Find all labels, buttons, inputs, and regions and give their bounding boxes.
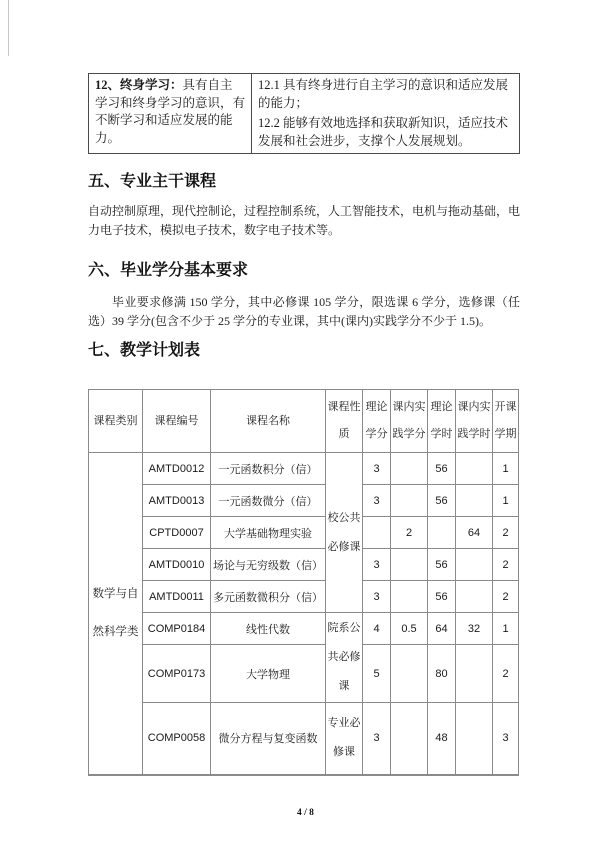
course-code-cell: COMP0173 xyxy=(143,645,211,703)
theory-hours-cell: 80 xyxy=(428,645,456,703)
table-row xyxy=(89,581,519,613)
table-header-row xyxy=(89,390,519,453)
course-code-cell: AMTD0010 xyxy=(143,549,211,581)
practice-hours-cell xyxy=(456,645,493,703)
table-row xyxy=(89,645,519,703)
course-name-cell: 一元函数微分（信） xyxy=(211,485,326,517)
course-code-cell: AMTD0012 xyxy=(143,453,211,485)
theory-hours-cell: 48 xyxy=(428,703,456,775)
theory-hours-cell: 56 xyxy=(428,549,456,581)
attainment-goal-text: 具有自主学习和终身学习的意识，有不断学习和适应发展的能力。 xyxy=(95,78,246,145)
course-nature-cell: 校公共必修课 xyxy=(326,453,363,613)
course-name-cell: 线性代数 xyxy=(211,613,326,645)
attainment-row xyxy=(89,74,520,154)
core-courses-text: 自动控制原理，现代控制论，过程控制系统，人工智能技术，电机与拖动基础，电力电子技术，模拟电子技术，数字电子技术等。 xyxy=(88,204,521,237)
course-name-cell: 微分方程与复变函数 xyxy=(211,703,326,775)
practice-credits-cell xyxy=(391,453,428,485)
page-number: 4 / 8 xyxy=(297,808,314,818)
course-name-cell: 一元函数积分（信） xyxy=(211,453,326,485)
practice-credits-cell xyxy=(391,581,428,613)
indicator-12-1: 12.1 具有终身进行自主学习的意识和适应发展的能力； xyxy=(258,78,509,110)
table-row xyxy=(89,485,519,517)
practice-hours-cell xyxy=(456,485,493,517)
table-row xyxy=(89,453,519,485)
document-page xyxy=(88,0,520,776)
table-row xyxy=(89,703,519,775)
semester-cell: 2 xyxy=(493,645,519,703)
theory-credits-cell: 3 xyxy=(363,549,391,581)
header-course-category: 课程类别 xyxy=(89,390,143,453)
teaching-plan-table xyxy=(88,389,519,776)
table-row xyxy=(89,613,519,645)
practice-hours-cell xyxy=(456,453,493,485)
header-course-nature: 课程性质 xyxy=(326,390,363,453)
practice-hours-cell xyxy=(456,549,493,581)
course-name-cell: 大学基础物理实验 xyxy=(211,517,326,549)
practice-credits-cell: 0.5 xyxy=(391,613,428,645)
course-nature-cell: 院系公共必修课 xyxy=(326,613,363,703)
attainment-goal-title: 12、终身学习： xyxy=(95,78,183,92)
theory-hours-cell xyxy=(428,517,456,549)
section-heading-teaching-plan: 七、教学计划表 xyxy=(88,342,201,359)
theory-credits-cell: 3 xyxy=(363,581,391,613)
course-code-cell: AMTD0013 xyxy=(143,485,211,517)
practice-hours-cell: 64 xyxy=(456,517,493,549)
theory-credits-cell xyxy=(363,517,391,549)
course-nature-cell: 专业必修课 xyxy=(326,703,363,775)
semester-cell: 2 xyxy=(493,581,519,613)
header-theory-hours: 理论学时 xyxy=(428,390,456,453)
theory-credits-cell: 5 xyxy=(363,645,391,703)
theory-hours-cell: 56 xyxy=(428,485,456,517)
semester-cell: 1 xyxy=(493,453,519,485)
theory-credits-cell: 3 xyxy=(363,703,391,775)
header-semester: 开课学期 xyxy=(493,390,519,453)
course-code-cell: COMP0184 xyxy=(143,613,211,645)
section-heading-core-courses: 五、专业主干课程 xyxy=(88,173,217,190)
practice-credits-cell: 2 xyxy=(391,517,428,549)
theory-credits-cell: 4 xyxy=(363,613,391,645)
header-course-code: 课程编号 xyxy=(143,390,211,453)
attainment-table xyxy=(88,73,520,154)
theory-hours-cell: 56 xyxy=(428,453,456,485)
practice-hours-cell: 32 xyxy=(456,613,493,645)
course-name-cell: 大学物理 xyxy=(211,645,326,703)
credit-requirements-text: 毕业要求修满 150 学分，其中必修课 105 学分，限选课 6 学分，选修课（任选）39 学分(包含不少于 25 学分的专业课，其中(课内)实践学分不少于 1.5)。 xyxy=(88,295,520,328)
header-practice-hours: 课内实践学时 xyxy=(456,390,493,453)
indicator-12-2: 12.2 能够有效地选择和获取新知识，适应技术发展和社会进步，支撑个人发展规划。 xyxy=(258,116,509,148)
table-row xyxy=(89,517,519,549)
practice-credits-cell xyxy=(391,485,428,517)
theory-hours-cell: 64 xyxy=(428,613,456,645)
practice-hours-cell xyxy=(456,703,493,775)
course-code-cell: COMP0058 xyxy=(143,703,211,775)
practice-credits-cell xyxy=(391,645,428,703)
section-heading-credit-requirements: 六、毕业学分基本要求 xyxy=(88,262,249,279)
page-edge-artifact xyxy=(8,0,9,56)
course-name-cell: 多元函数微积分（信） xyxy=(211,581,326,613)
header-practice-credits: 课内实践学分 xyxy=(391,390,428,453)
semester-cell: 1 xyxy=(493,485,519,517)
attainment-indicators-cell xyxy=(252,74,520,154)
practice-credits-cell xyxy=(391,703,428,775)
course-code-cell: CPTD0007 xyxy=(143,517,211,549)
course-code-cell: AMTD0011 xyxy=(143,581,211,613)
theory-hours-cell: 56 xyxy=(428,581,456,613)
course-name-cell: 场论与无穷级数（信） xyxy=(211,549,326,581)
practice-hours-cell xyxy=(456,581,493,613)
table-row xyxy=(89,549,519,581)
semester-cell: 3 xyxy=(493,703,519,775)
semester-cell: 2 xyxy=(493,549,519,581)
course-category-cell: 数学与自然科学类 xyxy=(89,453,143,775)
semester-cell: 2 xyxy=(493,517,519,549)
practice-credits-cell xyxy=(391,549,428,581)
semester-cell: 1 xyxy=(493,613,519,645)
theory-credits-cell: 3 xyxy=(363,453,391,485)
attainment-goal-cell xyxy=(89,74,252,154)
header-course-name: 课程名称 xyxy=(211,390,326,453)
theory-credits-cell: 3 xyxy=(363,485,391,517)
header-theory-credits: 理论学分 xyxy=(363,390,391,453)
